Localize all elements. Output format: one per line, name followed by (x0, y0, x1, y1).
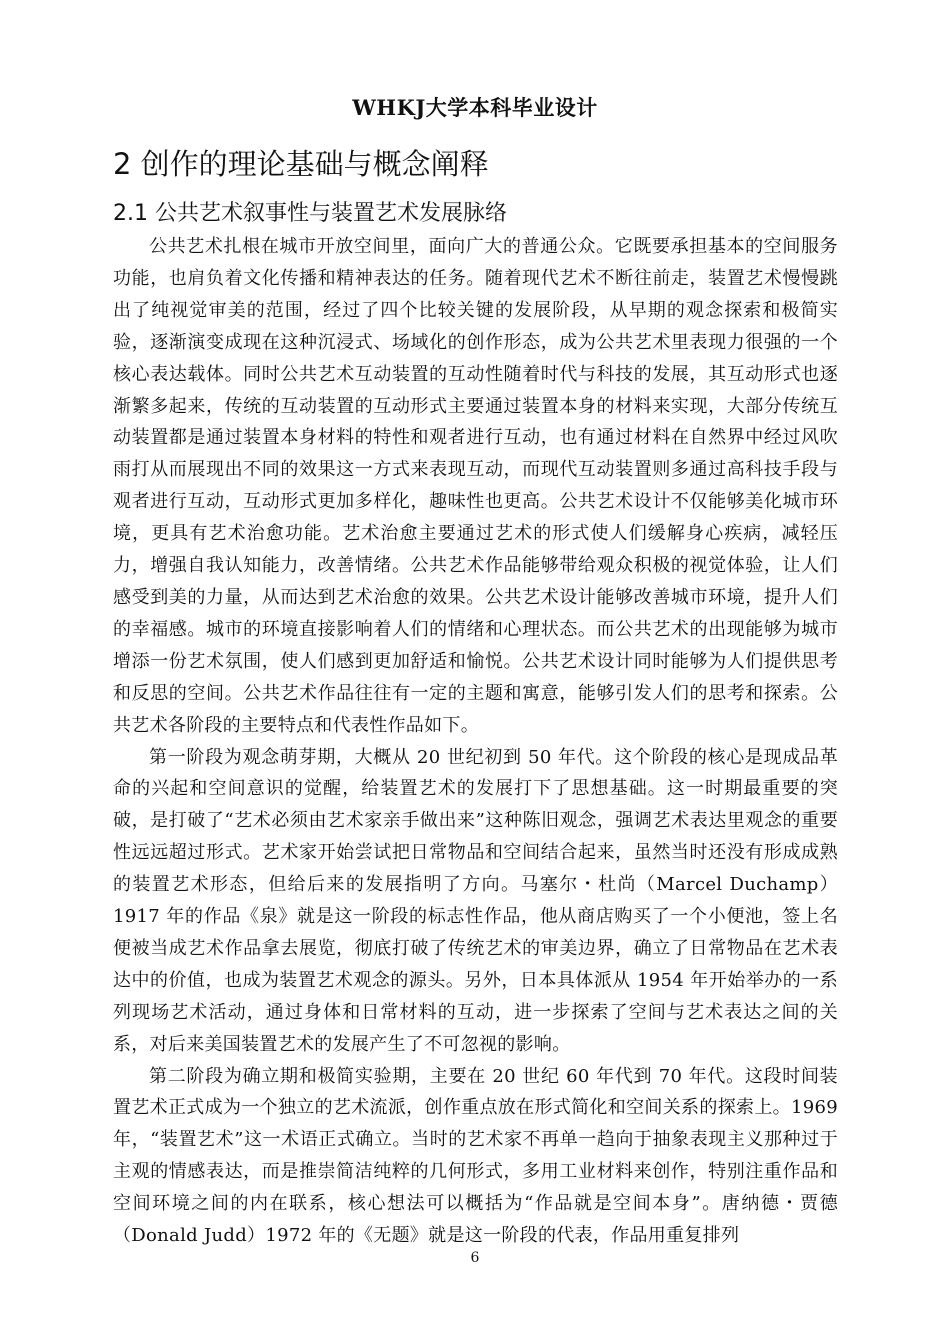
body-text (113, 231, 838, 1252)
paragraph-stage-two: 第二阶段为确立期和极简实验期，主要在 20 世纪 60 年代到 70 年代。这段时间装置艺术正式成为一个独立的艺术流派，创作重点放在形式简化和空间关系的探索上。1969 年，“装置艺术”这一术语正式确立。当时的艺术家不再单一趋向于抽象表现主义那种过于主观的情感表达，而是推崇简洁纯粹的几何形式，多用工业材料来创作，特别注重作品和空间环境之间的内在联系，核心想法可以概括为“作品就是空间本身”。唐纳德・贾德（Donald Judd）1972 年的《无题》就是这一阶段的代表，作品用重复排列 (113, 1065, 838, 1247)
chapter-title: 2 创作的理论基础与概念阐释 (113, 147, 489, 181)
paragraph-stage-one: 第一阶段为观念萌芽期，大概从 20 世纪初到 50 年代。这个阶段的核心是现成品革命的兴起和空间意识的觉醒，给装置艺术的发展打下了思想基础。这一时期最重要的突破，是打破了“艺术必须由艺术家亲手做出来”这种陈旧观念，强调艺术表达里观念的重要性远远超过形式。艺术家开始尝试把日常物品和空间结合起来，虽然当时还没有形成成熟的装置艺术形态，但给后来的发展指明了方向。马塞尔・杜尚（Marcel Duchamp）1917 年的作品《泉》就是这一阶段的标志性作品，他从商店购买了一个小便池，签上名便被当成艺术作品拿去展览，彻底打破了传统艺术的审美边界，确立了日常物品在艺术表达中的价值，也成为装置艺术观念的源头。另外，日本具体派从 1954 年开始举办的一系列现场艺术活动，通过身体和日常材料的互动，进一步探索了空间与艺术表达之间的关系，对后来美国装置艺术的发展产生了不可忽视的影响。 (113, 746, 838, 1055)
paragraph-intro: 公共艺术扎根在城市开放空间里，面向广大的普通公众。它既要承担基本的空间服务功能，也肩负着文化传播和精神表达的任务。随着现代艺术不断往前走，装置艺术慢慢跳出了纯视觉审美的范围，经过了四个比较关键的发展阶段，从早期的观念探索和极简实验，逐渐演变成现在这种沉浸式、场域化的创作形态，成为公共艺术里表现力很强的一个核心表达载体。同时公共艺术互动装置的互动性随着时代与科技的发展，其互动形式也逐渐繁多起来，传统的互动装置的互动形式主要通过装置本身的材料来实现，大部分传统互动装置都是通过装置本身材料的特性和观者进行互动，也有通过材料在自然界中经过风吹雨打从而展现出不同的效果这一方式来表现互动，而现代互动装置则多通过高科技手段与观者进行互动，互动形式更加多样化，趣味性也更高。公共艺术设计不仅能够美化城市环境，更具有艺术治愈功能。艺术治愈主要通过艺术的形式使人们缓解身心疾病，减轻压力，增强自我认知能力，改善情绪。公共艺术作品能够带给观众积极的视觉体验，让人们感受到美的力量，从而达到艺术治愈的效果。公共艺术设计能够改善城市环境，提升人们的幸福感。城市的环境直接影响着人们的情绪和心理状态。而公共艺术的出现能够为城市增添一份艺术氛围，使人们感到更加舒适和愉悦。公共艺术设计同时能够为人们提供思考和反思的空间。公共艺术作品往往有一定的主题和寓意，能够引发人们的思考和探索。公共艺术各阶段的主要特点和代表性作品如下。 (113, 236, 838, 736)
section-title: 2.1 公共艺术叙事性与装置艺术发展脉络 (113, 201, 507, 226)
running-header: WHKJ大学本科毕业设计 (352, 95, 598, 120)
page-number: 6 (470, 1250, 480, 1266)
